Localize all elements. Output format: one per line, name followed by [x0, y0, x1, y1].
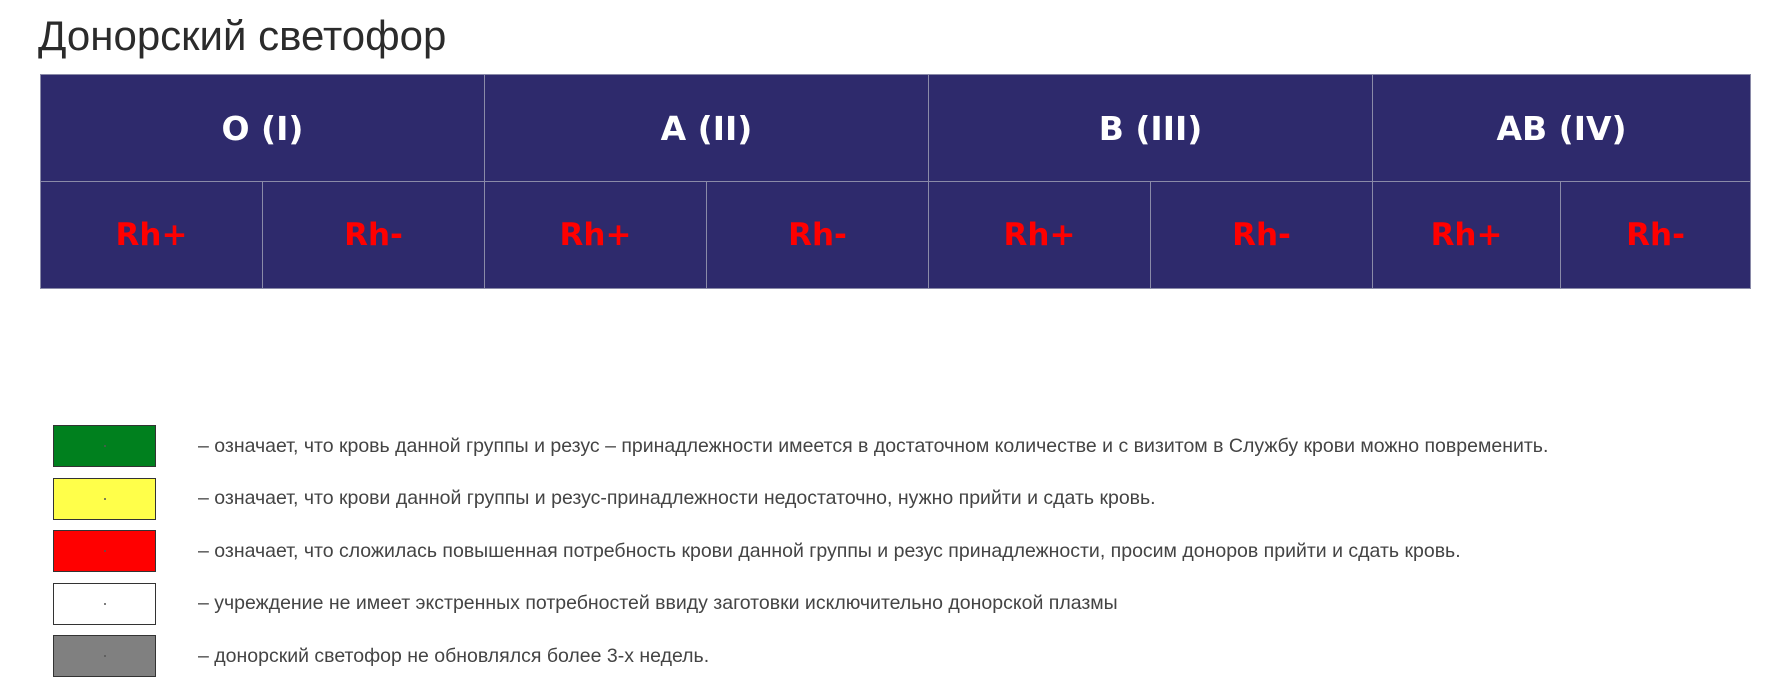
legend-text-yellow: – означает, что крови данной группы и резус-принадлежности недостаточно, нужно прийти и сдать кровь.	[198, 487, 1156, 509]
status-a-rh-positive: Rh+	[485, 182, 707, 289]
legend-item-yellow	[53, 476, 1548, 522]
blood-group-o: O (I)	[41, 75, 485, 182]
donor-traffic-light-table	[40, 74, 1751, 289]
legend-text-green: – означает, что кровь данной группы и резус – принадлежности имеется в достаточном количестве и с визитом в Службу крови можно повременить.	[198, 434, 1549, 457]
blood-group-ab: AB (IV)	[1373, 75, 1751, 182]
legend-item-white	[53, 581, 1548, 627]
blood-group-header-row	[41, 75, 1751, 182]
swatch-dot-icon	[104, 603, 106, 605]
status-o-rh-positive: Rh+	[41, 182, 263, 289]
legend-text-gray: – донорский светофор не обновлялся более 3-х недель.	[198, 644, 710, 667]
status-b-rh-positive: Rh+	[929, 182, 1151, 289]
green-swatch	[53, 425, 156, 467]
swatch-dot-icon	[104, 550, 106, 552]
color-legend	[53, 423, 1548, 686]
swatch-dot-icon	[104, 498, 106, 500]
swatch-dot-icon	[104, 445, 106, 447]
blood-group-b: B (III)	[929, 75, 1373, 182]
white-swatch	[53, 583, 156, 625]
rh-status-row	[41, 182, 1751, 289]
status-ab-rh-negative: Rh-	[1561, 182, 1751, 289]
swatch-dot-icon	[104, 655, 106, 657]
red-swatch	[53, 530, 156, 572]
gray-swatch	[53, 635, 156, 677]
legend-item-gray	[53, 633, 1548, 679]
legend-item-green	[53, 423, 1548, 469]
status-b-rh-negative: Rh-	[1151, 182, 1373, 289]
page-title: Донорский светофор	[38, 12, 447, 59]
yellow-swatch	[53, 478, 156, 520]
status-ab-rh-positive: Rh+	[1373, 182, 1561, 289]
blood-group-a: A (II)	[485, 75, 929, 182]
status-o-rh-negative: Rh-	[263, 182, 485, 289]
status-a-rh-negative: Rh-	[707, 182, 929, 289]
legend-text-red: – означает, что сложилась повышенная потребность крови данной группы и резус принадлежности, просим доноров прийти и сдать кровь.	[198, 539, 1461, 562]
legend-text-white: – учреждение не имеет экстренных потребностей ввиду заготовки исключительно донорской плазмы	[198, 592, 1118, 614]
legend-item-red	[53, 528, 1548, 574]
